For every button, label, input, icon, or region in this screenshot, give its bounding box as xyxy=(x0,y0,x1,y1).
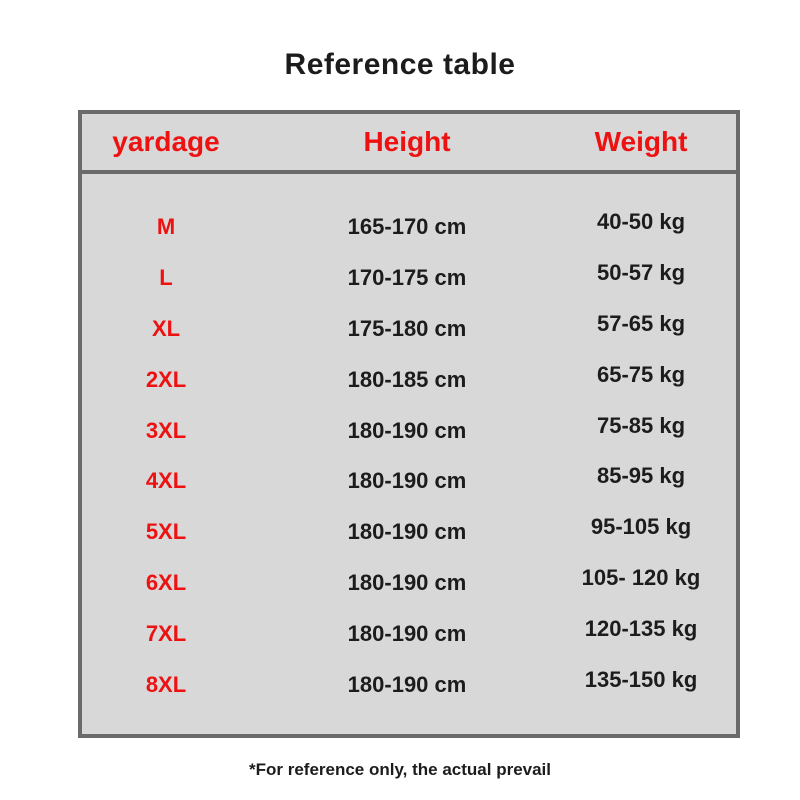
table-row xyxy=(82,558,736,609)
size-label: 6XL xyxy=(145,569,187,595)
table-header-row xyxy=(82,114,736,174)
footnote: *For reference only, the actual prevail xyxy=(248,760,551,779)
height-value: 170-175 cm xyxy=(347,265,467,291)
table-row xyxy=(82,659,736,710)
height-value: 180-185 cm xyxy=(347,366,467,392)
weight-value: 75-85 kg xyxy=(596,412,686,438)
size-label: 2XL xyxy=(145,366,187,392)
size-label: 4XL xyxy=(145,468,187,494)
height-value: 180-190 cm xyxy=(347,468,467,494)
weight-value: 120-135 kg xyxy=(584,615,698,641)
weight-value: 40-50 kg xyxy=(596,209,686,235)
table-body xyxy=(82,174,736,710)
table-row xyxy=(82,456,736,507)
table-row xyxy=(82,405,736,456)
table-row xyxy=(82,304,736,355)
height-value: 175-180 cm xyxy=(347,315,467,341)
page-title: Reference table xyxy=(284,48,516,81)
weight-value: 50-57 kg xyxy=(596,260,686,286)
column-header-height: Height xyxy=(363,126,451,157)
size-label: 7XL xyxy=(145,620,187,646)
size-label: M xyxy=(156,214,176,240)
height-value: 165-170 cm xyxy=(347,214,467,240)
size-label: 3XL xyxy=(145,417,187,443)
column-header-yardage: yardage xyxy=(112,126,220,157)
size-label: L xyxy=(159,265,173,291)
table-row xyxy=(82,354,736,405)
table-row xyxy=(82,608,736,659)
table-row xyxy=(82,202,736,253)
weight-value: 57-65 kg xyxy=(596,310,686,336)
column-header-weight: Weight xyxy=(594,126,688,157)
table-row xyxy=(82,507,736,558)
weight-value: 135-150 kg xyxy=(584,666,698,692)
weight-value: 105- 120 kg xyxy=(581,564,701,590)
size-reference-table xyxy=(78,110,740,738)
height-value: 180-190 cm xyxy=(347,620,467,646)
size-label: 8XL xyxy=(145,671,187,697)
size-label: XL xyxy=(151,315,181,341)
height-value: 180-190 cm xyxy=(347,519,467,545)
table-row xyxy=(82,253,736,304)
weight-value: 65-75 kg xyxy=(596,361,686,387)
weight-value: 95-105 kg xyxy=(590,514,692,540)
weight-value: 85-95 kg xyxy=(596,463,686,489)
height-value: 180-190 cm xyxy=(347,569,467,595)
size-label: 5XL xyxy=(145,519,187,545)
height-value: 180-190 cm xyxy=(347,671,467,697)
height-value: 180-190 cm xyxy=(347,417,467,443)
